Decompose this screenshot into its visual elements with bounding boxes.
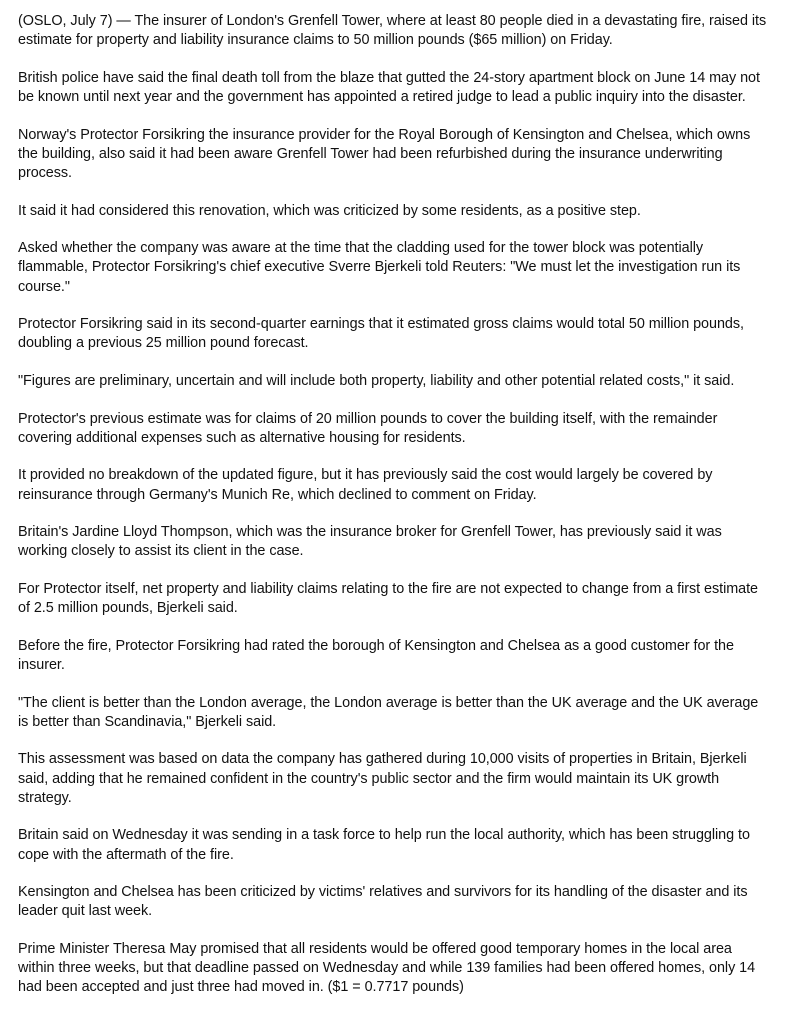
paragraph: Britain's Jardine Lloyd Thompson, which was the insurance broker for Grenfell Tower, has previously said it was working closely to assist its client in the case.: [18, 524, 722, 560]
paragraph: Asked whether the company was aware at the time that the cladding used for the tower block was potentially flammable, Protector Forsikring's chief executive Sverre Bjerkeli told Reuters: "We must let the investigation run its course.": [18, 240, 741, 295]
paragraph: Norway's Protector Forsikring the insurance provider for the Royal Borough of Kensington and Chelsea, which owns the building, also said it had been aware Grenfell Tower had been refurbished during the insurance underwriting process.: [18, 126, 751, 181]
paragraph: This assessment was based on data the company has gathered during 10,000 visits of properties in Britain, Bjerkeli said, adding that he remained confident in the country's public sector and the firm would maintain its UK growth strategy.: [18, 751, 747, 806]
paragraph: Kensington and Chelsea has been criticized by victims' relatives and survivors for its handling of the disaster and its leader quit last week.: [18, 884, 748, 920]
paragraph: Prime Minister Theresa May promised that all residents would be offered good temporary homes in the local area within three weeks, but that deadline passed on Wednesday and while 139 families had been offered homes, only 14 had been accepted and just three had moved in. ($1 = 0.7717 pounds): [18, 940, 756, 996]
paragraph: British police have said the final death toll from the blaze that gutted the 24-story apartment block on June 14 may not be known until next year and the government has appointed a retired judge to lead a public inquiry into the disaster.: [18, 69, 760, 105]
paragraph: "Figures are preliminary, uncertain and will include both property, liability and other potential related costs," it said.: [18, 372, 735, 389]
paragraph: For Protector itself, net property and liability claims relating to the fire are not expected to change from a first estimate of 2.5 million pounds, Bjerkeli said.: [18, 580, 759, 617]
paragraph: It said it had considered this renovation, which was criticized by some residents, as a positive step.: [18, 202, 641, 219]
paragraph: Protector's previous estimate was for claims of 20 million pounds to cover the building itself, with the remainder covering additional expenses such as alternative housing for residents.: [18, 410, 718, 446]
paragraph: Britain said on Wednesday it was sending in a task force to help run the local authority, which has been struggling to cope with the aftermath of the fire.: [18, 827, 750, 863]
paragraph: It provided no breakdown of the updated figure, but it has previously said the cost would largely be covered by reinsurance through Germany's Munich Re, which declined to comment on Friday.: [18, 467, 713, 503]
paragraph: "The client is better than the London average, the London average is better than the UK average and the UK average is better than Scandinavia," Bjerkeli said.: [18, 694, 759, 730]
paragraph: (OSLO, July 7) — The insurer of London's Grenfell Tower, where at least 80 people died in a devastating fire, raised its estimate for property and liability insurance claims to 50 million pounds ($65 million) on Friday.: [18, 13, 767, 49]
paragraph: Before the fire, Protector Forsikring had rated the borough of Kensington and Chelsea as a good customer for the insurer.: [18, 637, 734, 673]
paragraph: Protector Forsikring said in its second-quarter earnings that it estimated gross claims would total 50 million pounds, doubling a previous 25 million pound forecast.: [18, 316, 744, 352]
